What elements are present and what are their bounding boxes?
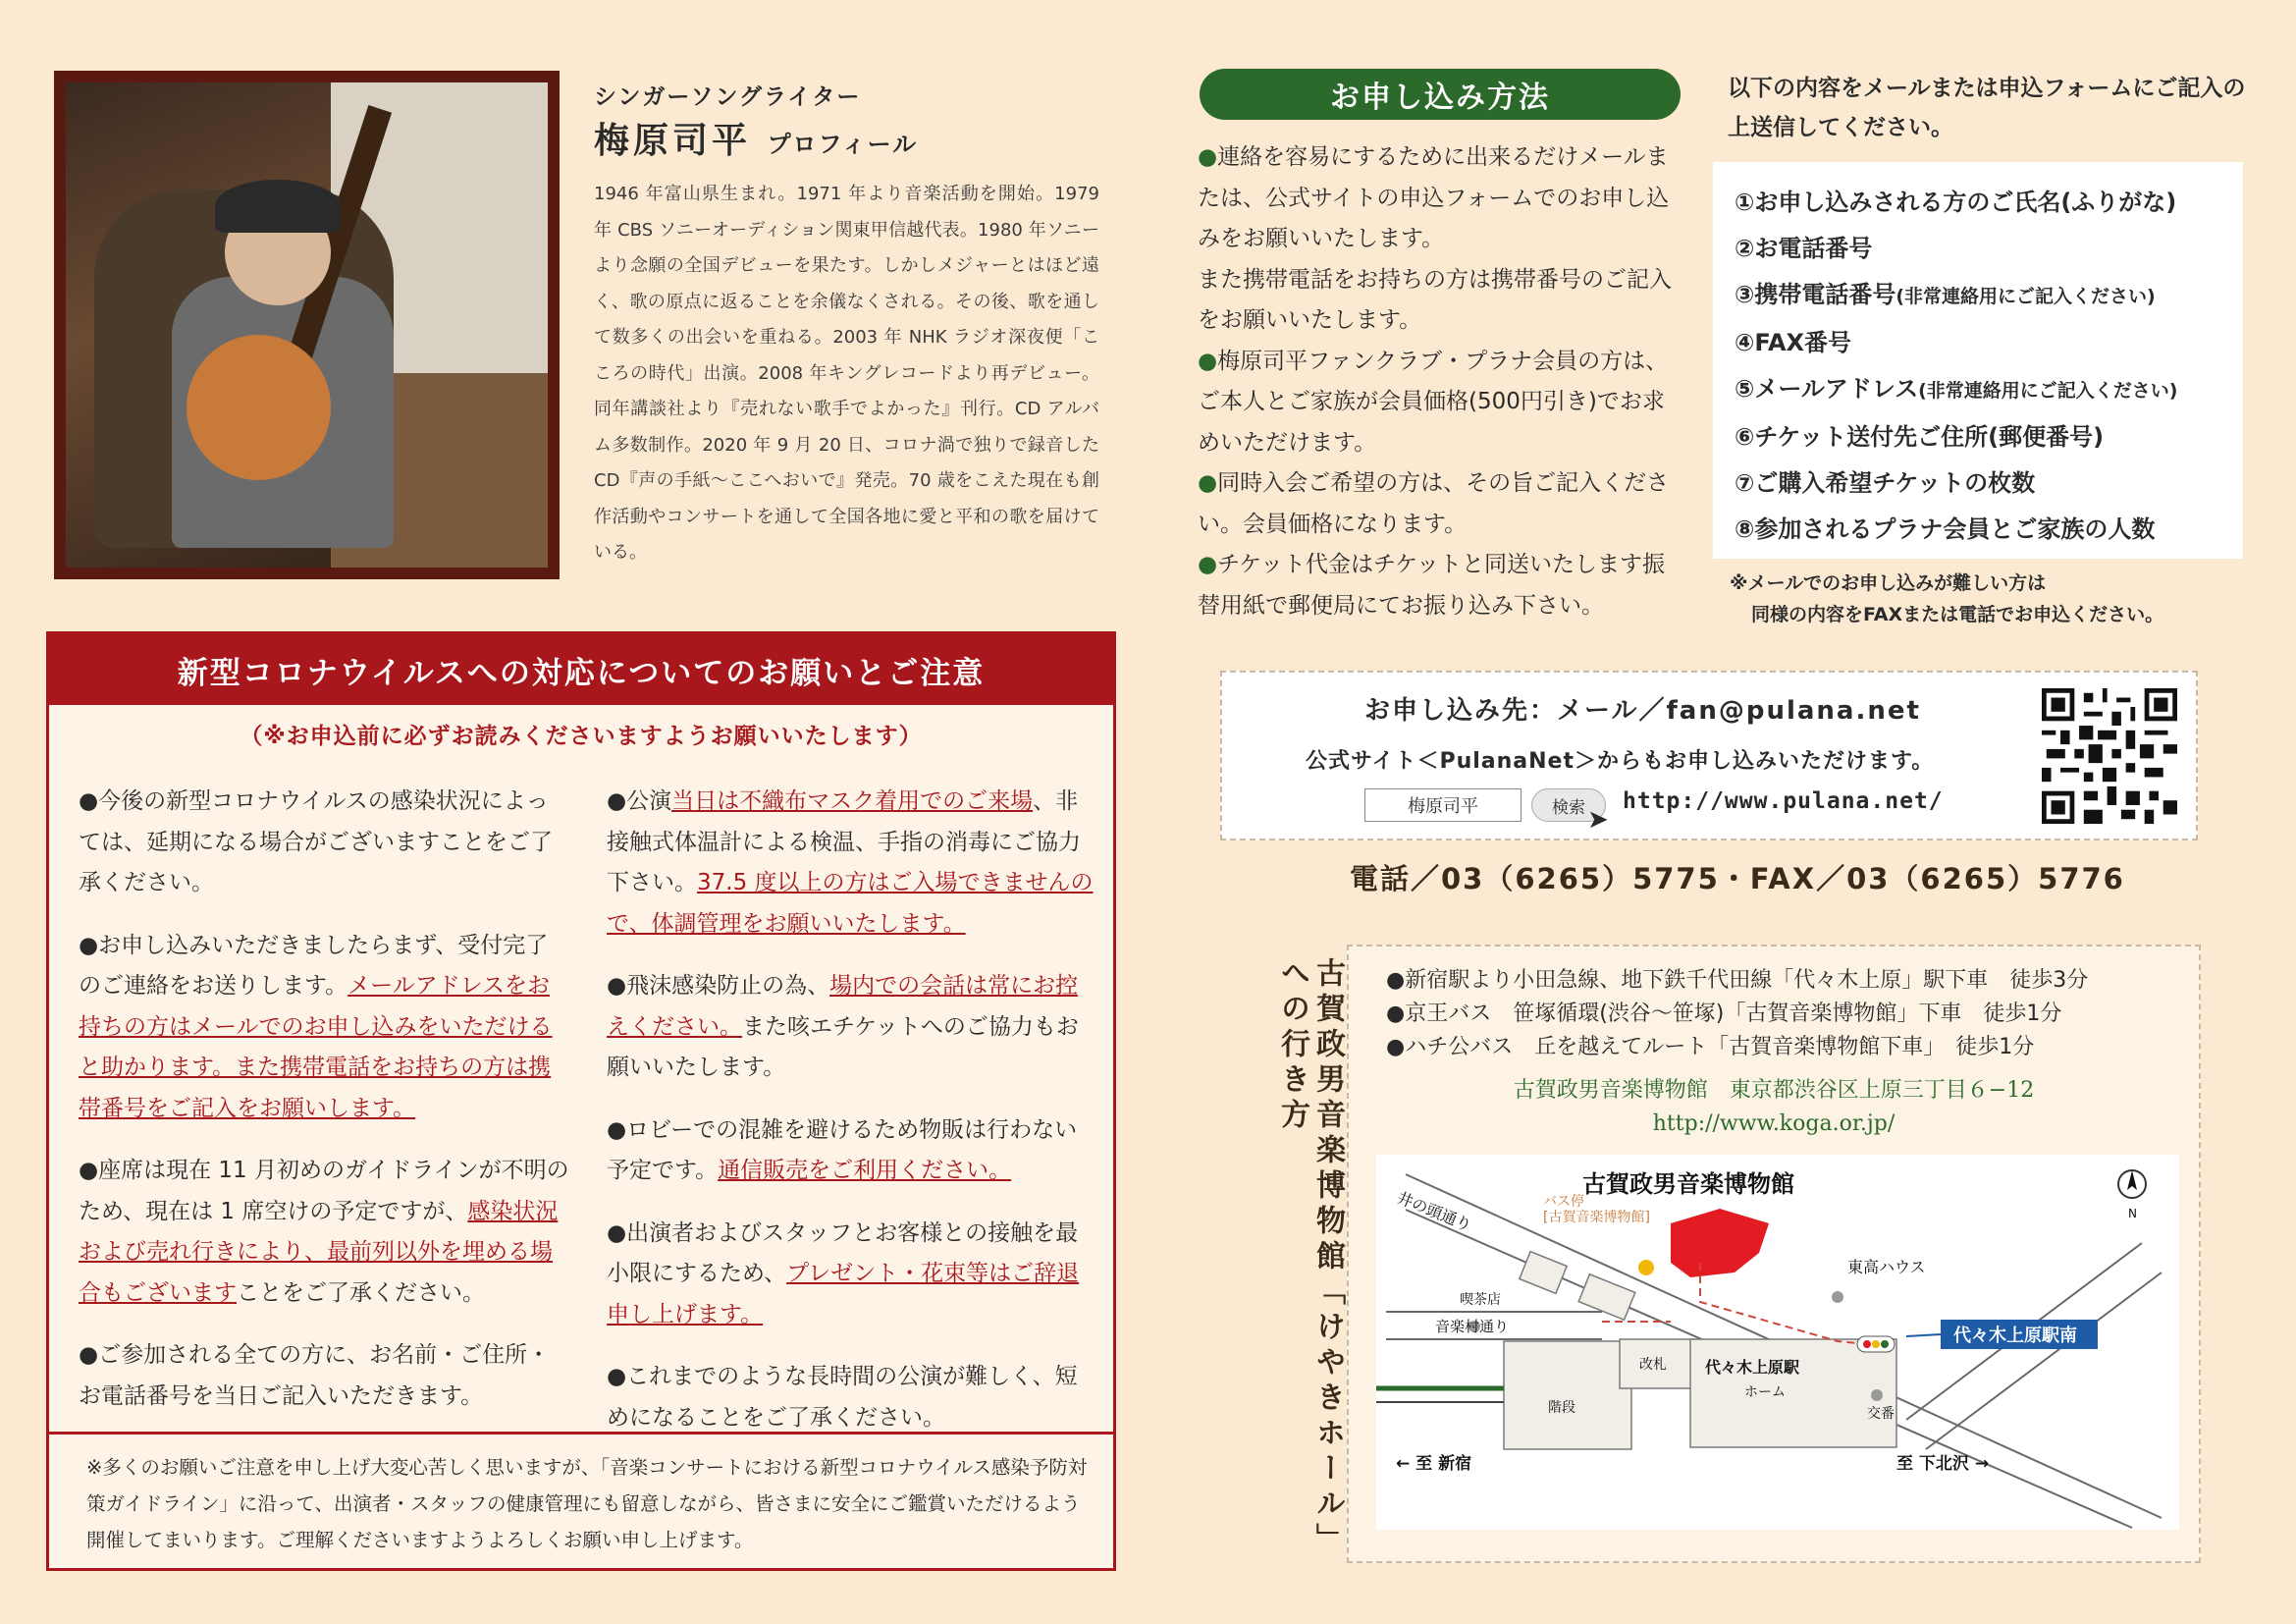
access-item: ●新宿駅より小田急線、地下鉄千代田線「代々木上原」駅下車 徒歩3分 xyxy=(1386,968,2089,993)
corona-item: ●出演者およびスタッフとお客様との接触を最小限にするため、プレゼント・花束等はご辞退申し上げます。 xyxy=(607,1219,1080,1327)
access-map xyxy=(1376,1155,2179,1530)
site-url-link[interactable]: http://www.pulana.net/ xyxy=(1623,788,1944,814)
corona-item: ●公演当日は不織布マスク着用でのご来場、非接触式体温計による検温、手指の消毒にご協力下さい。37.5 度以上の方はご入場できませんので、体調管理をお願いいたします。 xyxy=(607,788,1094,937)
map-station-south: 代々木上原駅南 xyxy=(1953,1326,2077,1346)
map-to-shinjuku: ← 至 新宿 xyxy=(1396,1454,1472,1474)
qr-code-icon[interactable] xyxy=(2042,688,2177,824)
bullet: ● xyxy=(1198,144,1218,170)
access-title: 古賀政男音楽博物館「けやきホール」への行き方 xyxy=(1275,957,1345,1558)
method-p1b: また携帯電話をお持ちの方は携帯番号のご記入をお願いいたします。 xyxy=(1198,266,1672,333)
museum-address: 古賀政男音楽博物館 東京都渋谷区上原三丁目６−12 http://www.koga.or.jp/ xyxy=(1349,1074,2199,1141)
bullet: ● xyxy=(1198,470,1218,496)
map-to-shimokitazawa: 至 下北沢 → xyxy=(1896,1454,1990,1474)
bullet: ● xyxy=(1198,348,1218,374)
map-platform: ホーム xyxy=(1744,1384,1786,1400)
map-bus-stop-name: [古賀音楽博物館] xyxy=(1543,1210,1650,1225)
corona-item: ●飛沫感染防止の為、場内での会話は常にお控えください。また咳エチケットへのご協力もお願いいたします。 xyxy=(607,973,1079,1080)
profile-subtitle: シンガーソングライター xyxy=(594,83,862,110)
profile-title xyxy=(594,113,918,163)
access-list xyxy=(1386,964,2088,1064)
access-box xyxy=(1347,945,2201,1563)
field-item: ⑤メールアドレス(非常連絡用にご記入ください) xyxy=(1735,375,2178,403)
contact-email[interactable]: お申し込み先：メール／fan@pulana.net xyxy=(1364,696,1921,726)
corona-item: ●ロビーでの混雑を避けるため物販は行わない予定です。通信販売をご利用ください。 xyxy=(607,1116,1078,1183)
corona-item: ●座席は現在 11 月初めのガイドラインが不明のため、現在は 1 席空けの予定ですが、感染状況および売れ行きにより、最前列以外を埋める場合もございますことをご了承ください。 xyxy=(79,1158,569,1306)
bullet: ● xyxy=(1198,552,1218,577)
map-museum-label: 古賀政男音楽博物館 xyxy=(1582,1170,1794,1198)
search-button[interactable]: 検索 xyxy=(1531,788,1606,822)
contact-site-text: 公式サイト＜PulanaNet＞からもお申し込みいただけます。 xyxy=(1306,749,1935,774)
field-item: ③携帯電話番号(非常連絡用にご記入ください) xyxy=(1735,281,2156,308)
map-north: N xyxy=(2128,1207,2137,1220)
access-item: ●ハチ公バス 丘を越えてルート「古賀音楽博物館下車」 徒歩1分 xyxy=(1386,1035,2035,1059)
corona-title: 新型コロナウイルスへの対応についてのお願いとご注意 xyxy=(49,634,1113,705)
phone-fax: 電話／03（6265）5775・FAX／03（6265）5776 xyxy=(1350,862,2125,895)
access-item: ●京王バス 笹塚循環(渋谷〜笹塚)「古賀音楽博物館」下車 徒歩1分 xyxy=(1386,1001,2062,1026)
museum-url-link[interactable]: http://www.koga.or.jp/ xyxy=(1652,1111,1896,1136)
map-gate: 改札 xyxy=(1639,1357,1667,1373)
field-item: ④FAX番号 xyxy=(1735,329,1852,356)
corona-item: ●これまでのような長時間の公演が難しく、短めになることをご了承ください。 xyxy=(607,1364,1078,1431)
field-item: ⑥チケット送付先ご住所(郵便番号) xyxy=(1735,423,2105,451)
method-p2: 梅原司平ファンクラブ・プラナ会員の方は、ご本人とご家族が会員価格(500円引き)でお求めいただけます。 xyxy=(1198,348,1669,456)
profile-photo-frame xyxy=(54,71,560,579)
field-item: ①お申し込みされる方のご氏名(ふりがな) xyxy=(1735,189,2177,216)
divider xyxy=(49,1432,1113,1435)
map-east-house: 東高ハウス xyxy=(1847,1258,1926,1276)
method-title: お申し込み方法 xyxy=(1200,69,1681,120)
corona-footer: ※多くのお願いご注意を申し上げ大変心苦しく思いますが、「音楽コンサートにおける新型コロナウイルス感染予防対策ガイドライン」に沿って、出演者・スタッフの健康管理にも留意しながら、皆さまに安全にご鑑賞いただけるよう開催してまいります。ご理解くださいますようよろしくお願い申し上げます。 xyxy=(86,1456,1088,1551)
contact-box xyxy=(1220,671,2198,840)
method-text xyxy=(1198,137,1679,626)
profile-name: 梅原司平 xyxy=(594,120,752,161)
fields-intro: 以下の内容をメールまたは申込フォームにご記入の上送信してください。 xyxy=(1728,76,2246,140)
corona-subtitle: （※お申込前に必ずお読みくださいますようお願いいたします） xyxy=(240,724,923,749)
fields-list xyxy=(1713,162,2243,559)
profile-photo xyxy=(66,82,548,568)
corona-item: ●お申し込みいただきましたらまず、受付完了のご連絡をお送りします。メールアドレスをお持ちの方はメールでのお申し込みをいただけると助かります。また携帯電話をお持ちの方は携帯番号をご記入をお願いします。 xyxy=(79,932,553,1121)
method-p3: 同時入会ご希望の方は、その旨ご記入ください。会員価格になります。 xyxy=(1198,470,1670,537)
map-cafe: 喫茶店 xyxy=(1460,1292,1501,1308)
method-p1: 連絡を容易にするために出来るだけメールまたは、公式サイトの申込フォームでのお申し込みをお願いいたします。 xyxy=(1198,144,1670,251)
corona-item: ●ご参加される全ての方に、お名前・ご住所・お電話番号を当日ご記入いただきます。 xyxy=(79,1342,551,1409)
field-item: ⑦ご購入希望チケットの枚数 xyxy=(1735,469,2036,497)
profile-name-suffix: プロフィール xyxy=(767,130,919,158)
map-bus-stop: バス停 xyxy=(1543,1194,1584,1210)
map-stairs: 階段 xyxy=(1548,1400,1575,1416)
field-item: ②お電話番号 xyxy=(1735,235,1873,262)
map-station: 代々木上原駅 xyxy=(1705,1358,1800,1377)
corona-right-column xyxy=(607,782,1097,1460)
corona-notice-box xyxy=(46,631,1116,1571)
corona-left-column xyxy=(79,782,569,1438)
profile-bio: 1946 年富山県生まれ。1971 年より音楽活動を開始。1979 年 CBS ソニーオーディション関東甲信越代表。1980 年ソニーより念願の全国デビューを果たす。しかしメジャーとはほど遠く、歌の原点に返ることを余儀なくされる。その後、歌を通して数多くの出会いを重ねる。2003 年 NHK ラジオ深夜便「こころの時代」出演。2008 年キングレコードより再デビュー。同年講談社より『売れない歌手でよかった』刊行。CD アルバム多数制作。2020 年 9 月 20 日、コロナ渦で独りで録音した CD『声の手紙〜ここへおいで』発売。70 歳をこえた現在も創作活動やコンサートを通して全国各地に愛と平和の歌を届けている。 xyxy=(594,184,1099,563)
field-item: ⑧参加されるプラナ会員とご家族の人数 xyxy=(1735,515,2156,543)
corona-item: ●今後の新型コロナウイルスの感染状況によっては、延期になる場合がございますことをご了承ください。 xyxy=(79,788,553,895)
method-p4: チケット代金はチケットと同送いたします振替用紙で郵便局にてお振り込み下さい。 xyxy=(1198,552,1665,619)
cursor-icon: ➤ xyxy=(1587,805,1609,835)
fields-footnote: ※メールでのお申し込みが難しい方は 同様の内容をFAXまたは電話でお申込ください。 xyxy=(1730,572,2164,625)
map-road-ongakumura: 音楽村通り xyxy=(1435,1318,1510,1335)
map-road-inokashira: 井の頭通り xyxy=(1394,1188,1474,1235)
search-input[interactable]: 梅原司平 xyxy=(1364,788,1522,822)
map-koban: 交番 xyxy=(1867,1406,1895,1422)
